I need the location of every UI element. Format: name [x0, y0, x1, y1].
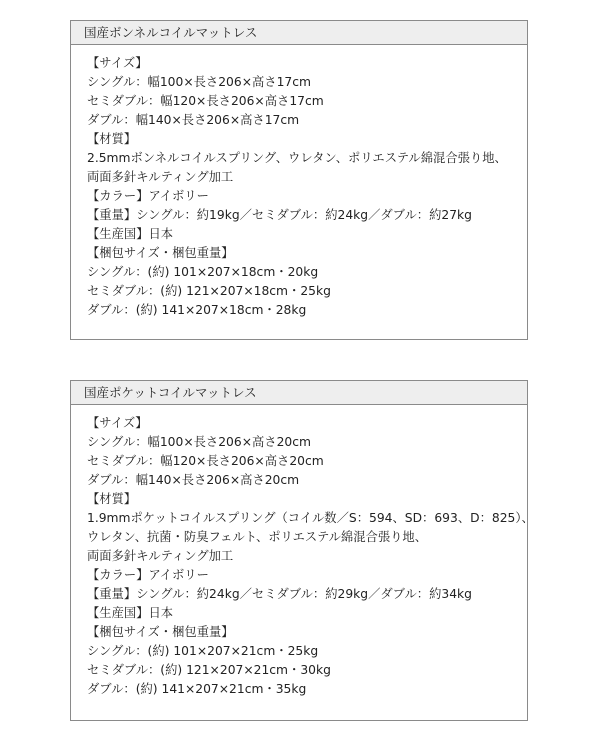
material-heading: 【材質】 — [87, 132, 137, 146]
origin-line: 【生産国】日本 — [87, 606, 174, 620]
spec-body — [71, 45, 527, 320]
spec-title: 国産ボンネルコイルマットレス — [71, 21, 527, 45]
package-semi-double: セミダブル：(約) 121×207×18cm・25kg — [87, 284, 331, 298]
origin-line: 【生産国】日本 — [87, 227, 174, 241]
material-line-2: 両面多針キルティング加工 — [87, 170, 234, 184]
spec-body — [71, 405, 534, 699]
size-double: ダブル：幅140×長さ206×高さ17cm — [87, 113, 300, 127]
spec-box-pocket — [70, 380, 534, 721]
size-semi-double: セミダブル：幅120×長さ206×高さ20cm — [87, 454, 324, 468]
size-semi-double: セミダブル：幅120×長さ206×高さ17cm — [87, 94, 324, 108]
color-line: 【カラー】アイボリー — [87, 189, 209, 203]
color-line: 【カラー】アイボリー — [87, 568, 209, 582]
material-heading: 【材質】 — [87, 492, 137, 506]
package-double: ダブル：(約) 141×207×18cm・28kg — [87, 303, 307, 317]
package-heading: 【梱包サイズ・梱包重量】 — [87, 246, 234, 260]
size-single: シングル：幅100×長さ206×高さ20cm — [87, 435, 311, 449]
material-line-1: 2.5mmボンネルコイルスプリング、ウレタン、ポリエステル綿混合張り地、 — [87, 151, 507, 165]
package-double: ダブル：(約) 141×207×21cm・35kg — [87, 682, 307, 696]
material-line-3: 両面多針キルティング加工 — [87, 549, 234, 563]
spec-title: 国産ポケットコイルマットレス — [71, 381, 527, 405]
package-heading: 【梱包サイズ・梱包重量】 — [87, 625, 234, 639]
size-single: シングル：幅100×長さ206×高さ17cm — [87, 75, 311, 89]
size-double: ダブル：幅140×長さ206×高さ20cm — [87, 473, 300, 487]
package-semi-double: セミダブル：(約) 121×207×21cm・30kg — [87, 663, 331, 677]
size-heading: 【サイズ】 — [87, 56, 148, 70]
size-heading: 【サイズ】 — [87, 416, 148, 430]
material-line-2: ウレタン、抗菌・防臭フェルト、ポリエステル綿混合張り地、 — [87, 530, 428, 544]
material-line-1: 1.9mmポケットコイルスプリング（コイル数／S：594、SD：693、D：825）、 — [87, 511, 534, 525]
weight-line: 【重量】シングル：約19kg／セミダブル：約24kg／ダブル：約27kg — [87, 208, 472, 222]
spec-box-bonnell — [70, 20, 528, 340]
package-single: シングル：(約) 101×207×21cm・25kg — [87, 644, 319, 658]
package-single: シングル：(約) 101×207×18cm・20kg — [87, 265, 319, 279]
weight-line: 【重量】シングル：約24kg／セミダブル：約29kg／ダブル：約34kg — [87, 587, 472, 601]
